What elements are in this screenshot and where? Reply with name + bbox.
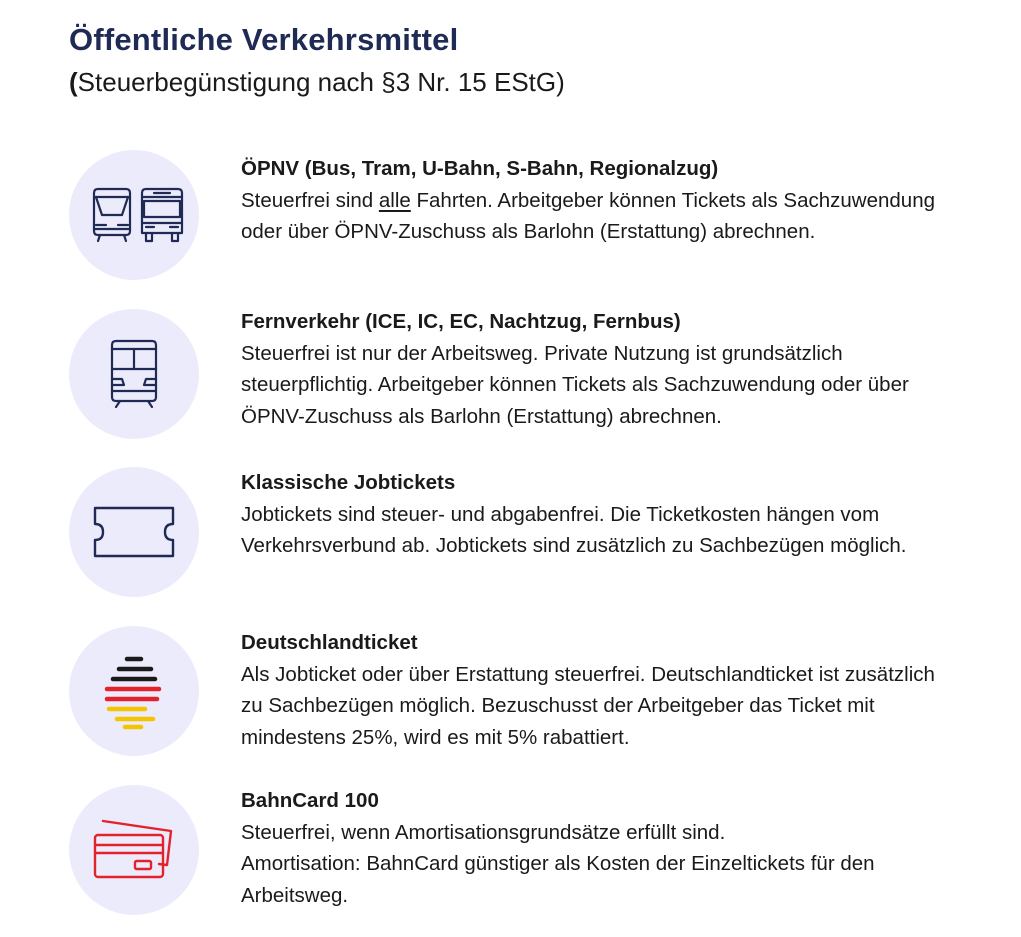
item-body: Als Jobticket oder über Erstattung steuerfrei. Deutschlandticket ist zusätzlich zu Sachbezügen möglich. Bezuschusst der Arbeitgeber das Ticket mit mindestens 25%, wird es mit 5% rabattiert. xyxy=(241,662,935,749)
bus-tram-icon xyxy=(84,185,184,245)
icon-circle xyxy=(69,626,199,756)
icon-circle xyxy=(69,467,199,597)
item-title: Klassische Jobtickets xyxy=(241,471,456,494)
item-title: ÖPNV (Bus, Tram, U-Bahn, S-Bahn, Regionalzug) xyxy=(241,157,719,180)
item-body-part: Fahrten. Arbeitgeber können Tickets als Sachzuwendung oder über ÖPNV-Zuschuss als Barlohn (Erstattung) abrechnen. xyxy=(241,188,936,243)
item-title: BahnCard 100 xyxy=(241,789,379,812)
subtitle-text: Steuerbegünstigung nach §3 Nr. 15 EStG) xyxy=(77,67,565,97)
icon-circle xyxy=(69,309,199,439)
item-title: Deutschlandticket xyxy=(241,631,418,654)
icon-circle xyxy=(69,150,199,280)
item-body-part: Steuerfrei sind xyxy=(241,188,379,212)
icon-circle xyxy=(69,785,199,915)
train-icon xyxy=(104,339,164,409)
item-body: Jobtickets sind steuer- und abgabenfrei. Die Ticketkosten hängen vom Verkehrsverbund ab. Jobtickets sind zusätzlich zu Sachbezügen möglich. xyxy=(241,502,907,557)
credit-cards-icon xyxy=(89,815,179,885)
germany-flag-icon xyxy=(99,651,169,731)
ticket-icon xyxy=(89,502,179,562)
page-title: Öffentliche Verkehrsmittel xyxy=(69,22,459,57)
item-body: Steuerfrei, wenn Amortisationsgrundsätze erfüllt sind. xyxy=(241,820,726,844)
item-body-emphasis: alle xyxy=(378,188,411,212)
subtitle-paren: ( xyxy=(69,67,78,97)
item-body: Amortisation: BahnCard günstiger als Kosten der Einzeltickets für den Arbeitsweg. xyxy=(241,852,875,907)
item-body xyxy=(241,185,961,248)
item-body: Steuerfrei ist nur der Arbeitsweg. Private Nutzung ist grundsätzlich steuerpflichtig. Arbeitgeber können Tickets als Sachzuwendung oder über ÖPNV-Zuschuss als Barlohn (Erstattung) abrechnen. xyxy=(241,341,909,428)
item-title: Fernverkehr (ICE, IC, EC, Nachtzug, Fernbus) xyxy=(241,310,681,333)
page-subtitle xyxy=(69,67,565,98)
